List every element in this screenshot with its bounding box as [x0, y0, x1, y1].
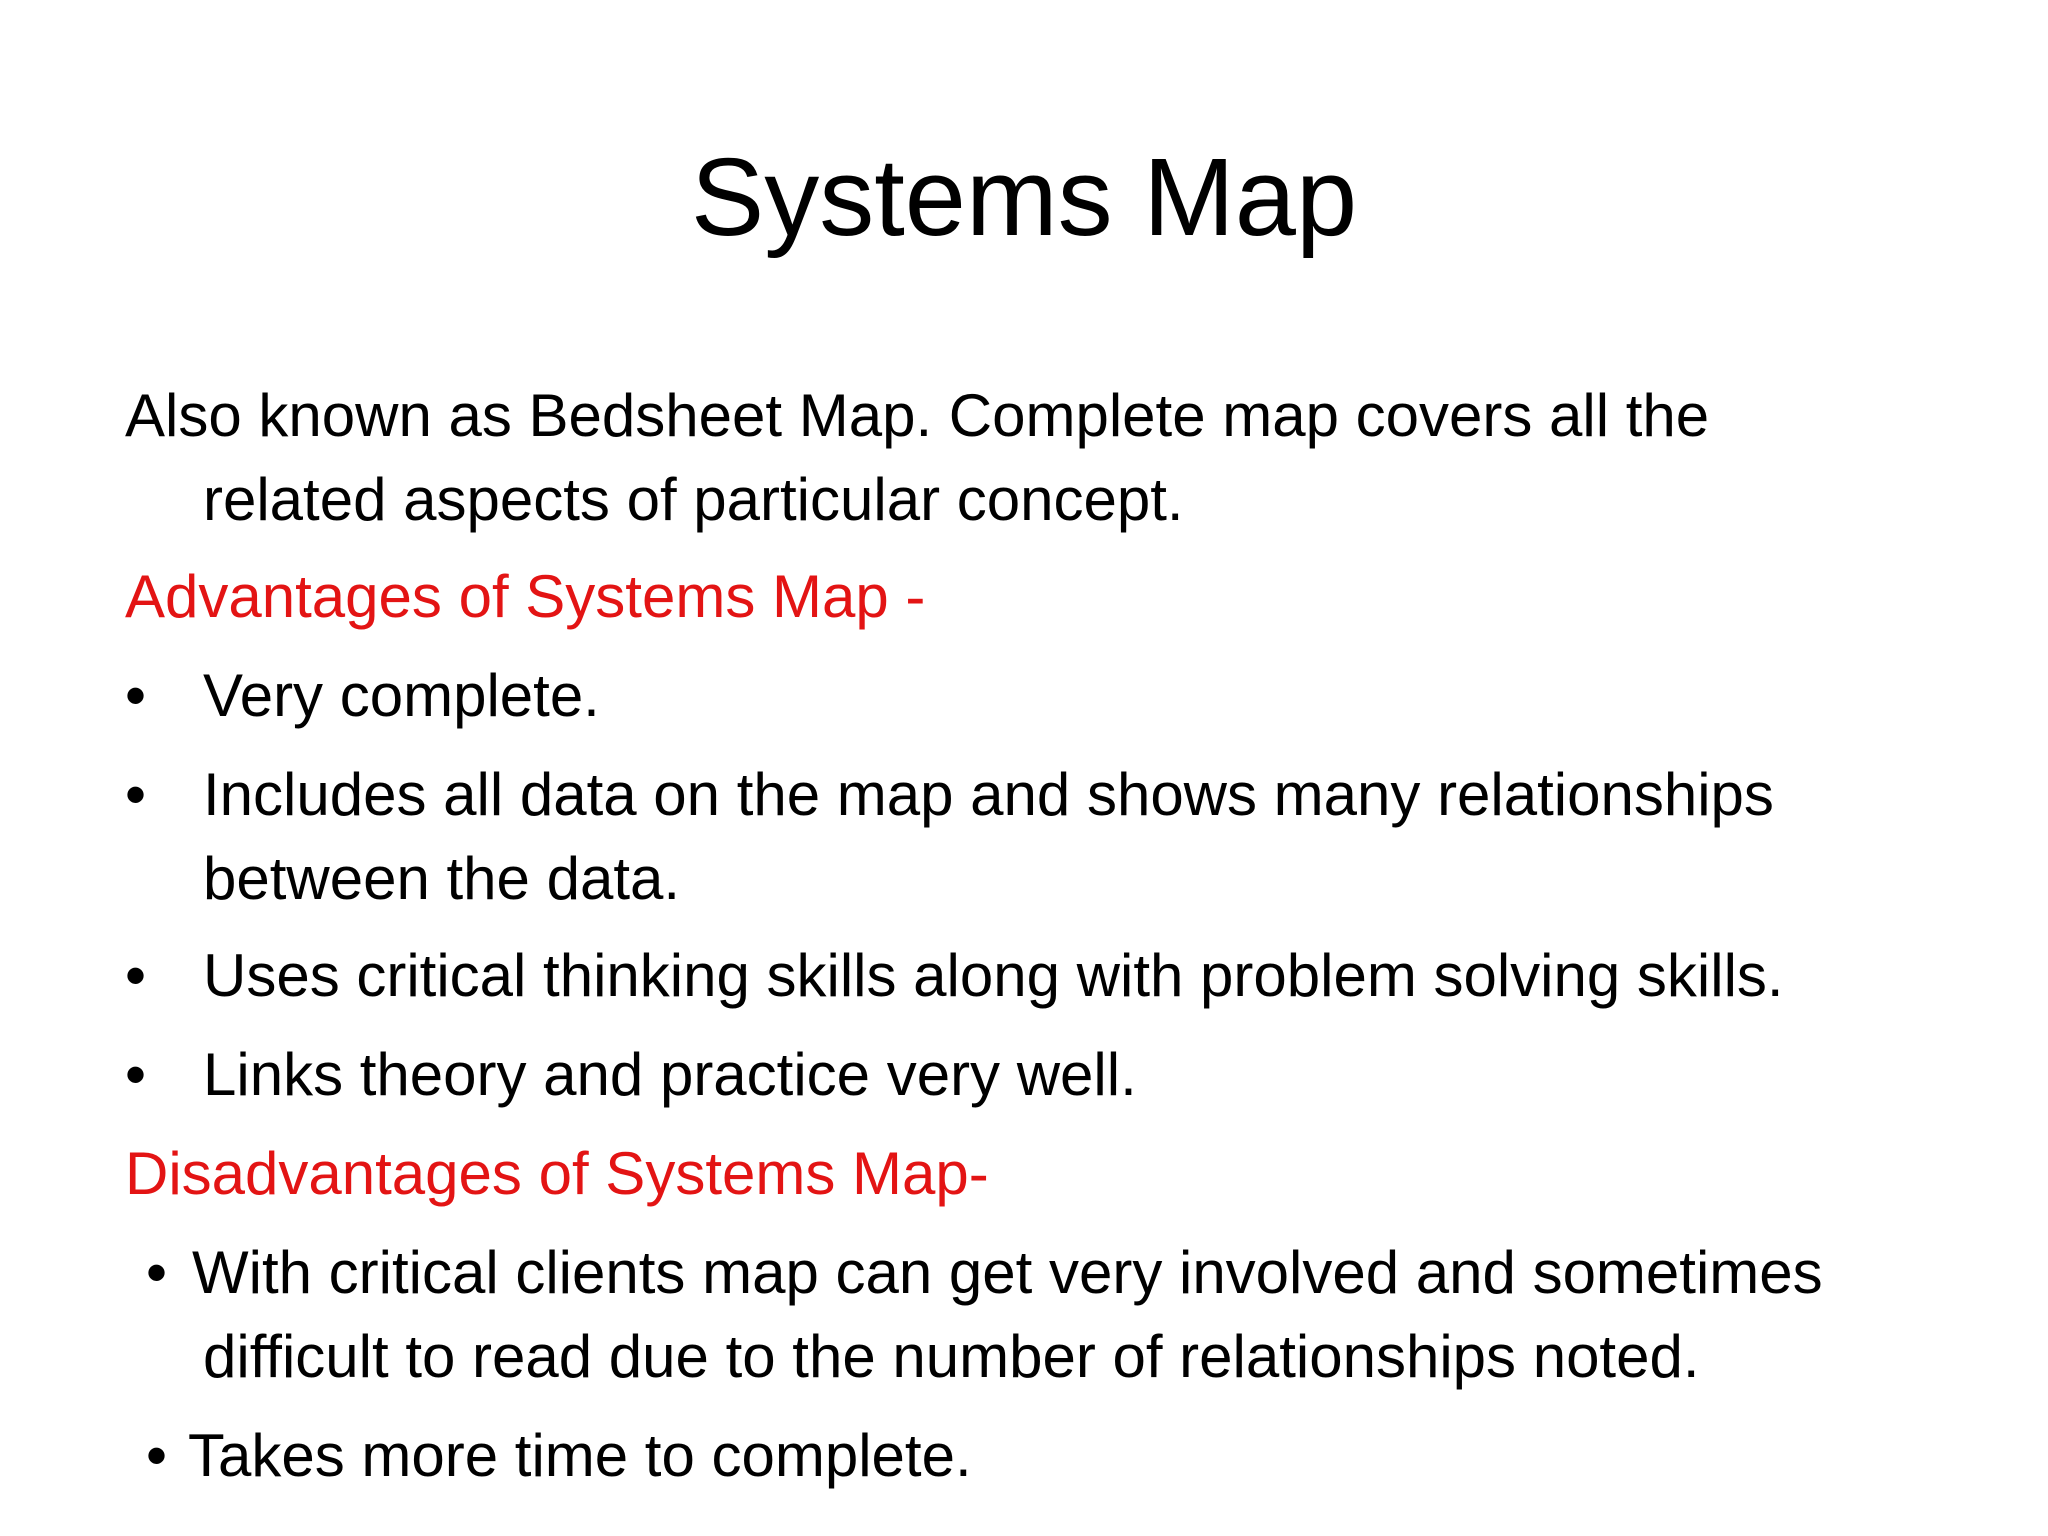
- advantage-item-2-line-1: Includes all data on the map and shows many relationships: [203, 761, 1774, 828]
- intro-line-1: Also known as Bedsheet Map. Complete map covers all the: [125, 382, 1710, 449]
- disadvantages-heading: Disadvantages of Systems Map-: [125, 1140, 989, 1207]
- advantage-item-3: Uses critical thinking skills along with problem solving skills.: [203, 942, 1784, 1009]
- bullet-icon: •: [125, 761, 147, 828]
- advantage-item-2-line-2: between the data.: [203, 845, 681, 912]
- slide-title: Systems Map: [690, 136, 1358, 259]
- advantage-item-4: Links theory and practice very well.: [203, 1041, 1137, 1108]
- intro-line-2: related aspects of particular concept.: [203, 466, 1184, 533]
- advantage-item-1: Very complete.: [203, 662, 600, 729]
- bullet-icon: •: [125, 662, 147, 729]
- disadvantage-item-1-line-2: difficult to read due to the number of relationships noted.: [203, 1323, 1700, 1390]
- bullet-icon: •: [146, 1239, 168, 1306]
- bullet-icon: •: [125, 1041, 147, 1108]
- disadvantage-item-1-line-1: With critical clients map can get very involved and sometimes: [192, 1239, 1823, 1306]
- bullet-icon: •: [146, 1422, 168, 1489]
- disadvantage-item-2: Takes more time to complete.: [188, 1422, 972, 1489]
- bullet-icon: •: [125, 942, 147, 1009]
- advantages-heading: Advantages of Systems Map -: [125, 563, 926, 630]
